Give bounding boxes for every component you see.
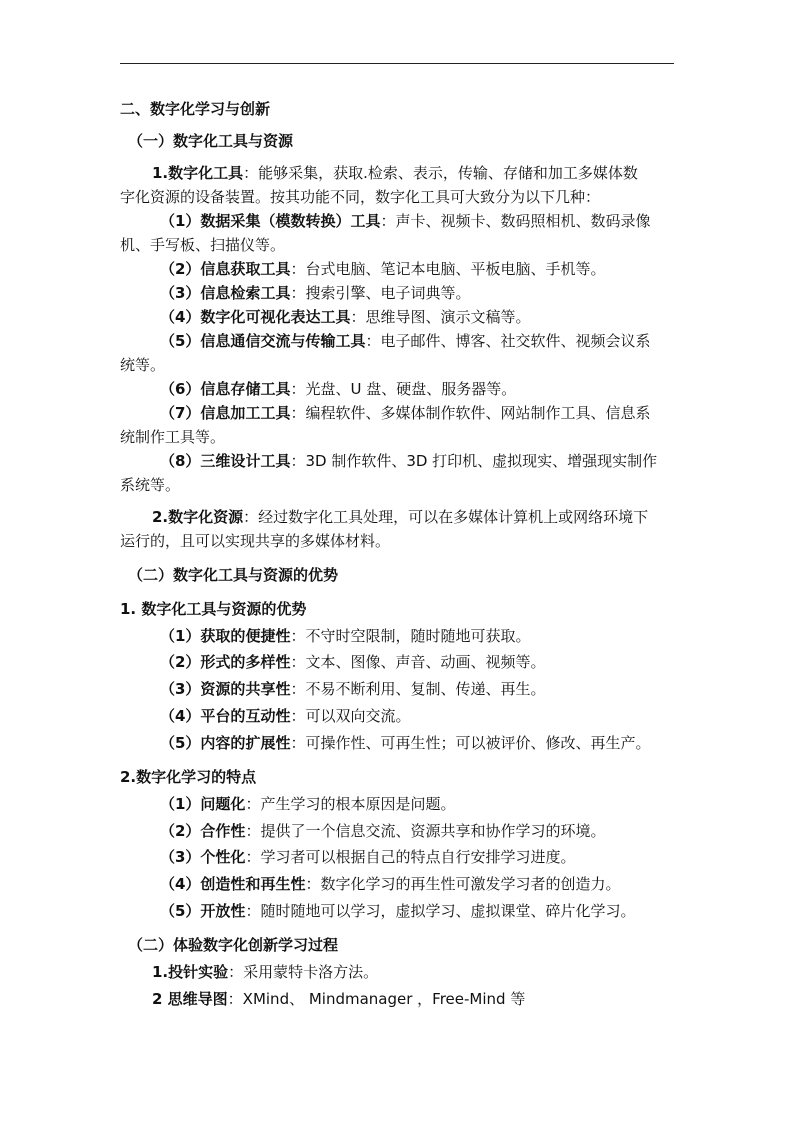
list-item	[160, 847, 720, 867]
paragraph-line: 运行的，且可以实现共享的多媒体材料。	[120, 532, 391, 550]
item-label: （4）数字化可视化表达工具	[160, 308, 351, 326]
item-label: （5）信息通信交流与传输工具	[160, 332, 366, 350]
list-item	[160, 901, 720, 921]
list-item-continuation: 统制作工具等。	[120, 428, 226, 446]
item-label: （2）信息获取工具	[160, 260, 291, 278]
item-text: ：可以双向交流。	[290, 707, 411, 725]
item-text: ：XMind、 Mindmanager ，Free-Mind 等	[227, 990, 526, 1008]
item-text: ：随时随地可以学习，虚拟学习、虚拟课堂、碎片化学习。	[245, 902, 636, 920]
paragraph-digital-tools	[152, 163, 712, 183]
item-label: （8）三维设计工具	[160, 452, 291, 470]
list-item	[160, 794, 720, 814]
item-label: （2）形式的多样性	[160, 653, 291, 671]
list-item	[160, 733, 720, 753]
term-label: 1.数字化工具	[152, 164, 244, 182]
item-text: ：不守时空限制，随时随地可获取。	[290, 627, 531, 645]
item-label: （4）创造性和再生性	[160, 875, 306, 893]
item-label: （5）开放性	[160, 902, 246, 920]
list-item	[160, 821, 720, 841]
item-label: 2 思维导图	[152, 990, 228, 1008]
list-item	[160, 211, 720, 231]
list-item	[160, 652, 720, 672]
term-text: ：经过数字化工具处理，可以在多媒体计算机上或网络环境下	[243, 508, 649, 526]
item-label: （1）获取的便捷性	[160, 627, 291, 645]
paragraph-line: 字化资源的设备装置。按其功能不同，数字化工具可大致分为以下几种：	[120, 188, 601, 206]
item-text: ：编程软件、多媒体制作软件、网站制作工具、信息系	[290, 404, 651, 422]
list-item	[160, 626, 720, 646]
paragraph-digital-resources	[152, 507, 712, 527]
subsection-title: （二）体验数字化创新学习过程	[128, 936, 339, 954]
list-item-continuation: 机、手写板、扫描仪等。	[120, 236, 286, 254]
item-text: ：光盘、U 盘、硬盘、服务器等。	[290, 380, 517, 398]
item-text: ：搜索引擎、电子词典等。	[290, 284, 471, 302]
item-label: （1）数据采集（模数转换）工具	[160, 212, 381, 230]
subsection-title: （一）数字化工具与资源	[128, 132, 294, 150]
item-text: ：电子邮件、博客、社交软件、视频会议系	[365, 332, 651, 350]
item-label: （2）合作性	[160, 822, 246, 840]
subsection-title: （二）数字化工具与资源的优势	[128, 566, 339, 584]
item-label: （6）信息存储工具	[160, 380, 291, 398]
item-text: ：采用蒙特卡洛方法。	[228, 963, 379, 981]
section-title: 二、数字化学习与创新	[120, 100, 271, 118]
list-item	[160, 307, 720, 327]
item-label: （5）内容的扩展性	[160, 734, 291, 752]
list-item	[152, 962, 712, 982]
item-label: （4）平台的互动性	[160, 707, 291, 725]
item-text: ：声卡、视频卡、数码照相机、数码录像	[380, 212, 651, 230]
item-text: ：数字化学习的再生性可激发学习者的创造力。	[305, 875, 621, 893]
item-text: ：产生学习的根本原因是问题。	[245, 795, 456, 813]
heading-features: 2.数字化学习的特点	[120, 768, 257, 786]
item-label: （3）资源的共享性	[160, 680, 291, 698]
list-item	[160, 874, 720, 894]
term-text: ：能够采集，获取.检索、表示，传输、存储和加工多媒体数	[243, 164, 638, 182]
item-text: ：3D 制作软件、3D 打印机、虚拟现实、增强现实制作	[290, 452, 658, 470]
item-label: （7）信息加工工具	[160, 404, 291, 422]
item-label: （3）信息检索工具	[160, 284, 291, 302]
item-label: （1）问题化	[160, 795, 246, 813]
item-text: ：思维导图、演示文稿等。	[350, 308, 531, 326]
list-item	[160, 706, 720, 726]
item-text: ：不易不断利用、复制、传递、再生。	[290, 680, 546, 698]
list-item-continuation: 系统等。	[120, 476, 181, 494]
list-item	[160, 403, 720, 423]
item-text: ：可操作性、可再生性；可以被评价、修改、再生产。	[290, 734, 651, 752]
list-item	[160, 331, 720, 351]
heading-advantages: 1. 数字化工具与资源的优势	[120, 600, 307, 618]
list-item	[160, 451, 720, 471]
header-rule	[120, 63, 674, 64]
item-text: ：台式电脑、笔记本电脑、平板电脑、手机等。	[290, 260, 606, 278]
item-text: ：学习者可以根据自己的特点自行安排学习进度。	[245, 848, 576, 866]
list-item-continuation: 统等。	[120, 356, 166, 374]
list-item	[160, 379, 720, 399]
term-label: 2.数字化资源	[152, 508, 244, 526]
item-label: （3）个性化	[160, 848, 246, 866]
item-text: ：文本、图像、声音、动画、视频等。	[290, 653, 546, 671]
list-item	[160, 259, 720, 279]
item-text: ：提供了一个信息交流、资源共享和协作学习的环境。	[245, 822, 606, 840]
list-item	[160, 283, 720, 303]
item-label: 1.投针实验	[152, 963, 229, 981]
list-item	[152, 989, 712, 1009]
list-item	[160, 679, 720, 699]
